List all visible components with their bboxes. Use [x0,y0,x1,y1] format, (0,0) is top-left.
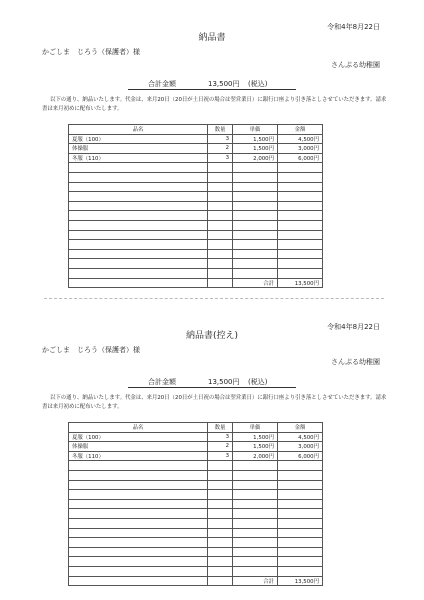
item-name: 体操服 [69,144,208,154]
item-qty: 2 [208,442,233,452]
table-row [69,182,323,192]
total-label: 合計金額 [148,378,176,386]
table-row [69,557,323,567]
column-header: 金額 [278,423,323,433]
empty-cell [233,557,278,567]
empty-cell [278,499,323,509]
table-row [69,480,323,490]
item-name: 冬服（110） [69,451,208,461]
table-row [69,249,323,259]
empty-cell [69,499,208,509]
payment-notice: 以下の通り、納品いたします。代金は、来月20日（20日が土日祝の場合は翌営業日）に銀行口座より引き落としさせていただきます。請求書は来月初めに配布いたします。 [42,395,387,410]
empty-cell [278,163,323,173]
empty-cell [278,192,323,202]
empty-cell [208,192,233,202]
empty-cell [208,259,233,269]
empty-cell [208,509,233,519]
item-name: 冬服（110） [69,153,208,163]
item-price: 1,500円 [233,134,278,144]
empty-cell [69,518,208,528]
table-row [69,538,323,548]
empty-cell [69,201,208,211]
empty-cell [278,268,323,278]
empty-cell [69,163,208,173]
total-value: 13,500円 [208,378,240,386]
empty-cell [278,518,323,528]
empty-cell [233,490,278,500]
table-row [69,163,323,173]
issue-date: 令和4年8月22日 [327,323,380,331]
sum-label: 合計 [233,278,278,288]
table-row [69,461,323,471]
issue-date: 令和4年8月22日 [327,23,380,31]
empty-cell [69,490,208,500]
empty-cell [208,547,233,557]
empty-cell [69,480,208,490]
table-row [69,509,323,519]
empty-cell [208,518,233,528]
table-row [69,192,323,202]
table-row [69,268,323,278]
empty-cell [208,557,233,567]
total-tax-note: (税込) [248,378,268,386]
empty-cell [208,220,233,230]
empty-cell [278,172,323,182]
issuer-name: さんぷる幼稚園 [331,61,380,69]
total-amount-box [128,78,296,90]
sum-value: 13,500円 [278,576,323,586]
empty-cell [208,480,233,490]
total-amount-box [128,376,296,388]
empty-cell [278,538,323,548]
table-row [69,451,323,461]
total-label: 合計金額 [148,80,176,88]
sum-row [69,278,323,288]
column-header: 単価 [233,423,278,433]
empty-cell [208,163,233,173]
item-name: 夏服（100） [69,432,208,442]
empty-cell [278,182,323,192]
empty-cell [208,172,233,182]
table-row [69,211,323,221]
table-row [69,259,323,269]
empty-cell [208,230,233,240]
empty-cell [69,547,208,557]
item-price: 2,000円 [233,153,278,163]
table-row [69,566,323,576]
empty-cell [278,490,323,500]
empty-cell [69,230,208,240]
empty-cell [278,220,323,230]
issuer-name: さんぷる幼稚園 [331,358,380,366]
table-row [69,432,323,442]
empty-cell [208,240,233,250]
empty-cell [208,528,233,538]
table-row [69,220,323,230]
items-table [68,124,323,288]
table-header-row [69,423,323,433]
empty-cell [278,566,323,576]
item-name: 夏服（100） [69,134,208,144]
table-row [69,518,323,528]
empty-cell [69,576,208,586]
item-amount: 4,500円 [278,134,323,144]
empty-cell [69,557,208,567]
empty-cell [69,509,208,519]
item-qty: 3 [208,432,233,442]
total-value: 13,500円 [208,80,240,88]
empty-cell [233,470,278,480]
column-header: 品名 [69,125,208,135]
item-price: 1,500円 [233,432,278,442]
item-amount: 3,000円 [278,144,323,154]
empty-cell [233,566,278,576]
empty-cell [233,220,278,230]
table-row [69,134,323,144]
empty-cell [278,528,323,538]
table-row [69,499,323,509]
empty-cell [233,547,278,557]
empty-cell [69,172,208,182]
empty-cell [233,201,278,211]
items-table [68,422,323,586]
empty-cell [233,172,278,182]
empty-cell [208,201,233,211]
empty-cell [208,538,233,548]
column-header: 数量 [208,125,233,135]
empty-cell [278,509,323,519]
empty-cell [208,182,233,192]
item-qty: 3 [208,153,233,163]
customer-name: かごしま じろう（保護者）様 [42,346,140,354]
table-header-row [69,125,323,135]
item-qty: 3 [208,451,233,461]
empty-cell [208,470,233,480]
item-amount: 6,000円 [278,451,323,461]
table-row [69,144,323,154]
empty-cell [278,230,323,240]
empty-cell [69,249,208,259]
column-header: 数量 [208,423,233,433]
empty-cell [278,249,323,259]
empty-cell [278,259,323,269]
table-row [69,470,323,480]
empty-cell [208,249,233,259]
empty-cell [233,240,278,250]
document-title: 納品書(控え) [185,331,239,341]
table-row [69,230,323,240]
document-title: 納品書 [198,33,226,43]
empty-cell [233,461,278,471]
table-row [69,547,323,557]
item-amount: 3,000円 [278,442,323,452]
item-price: 1,500円 [233,144,278,154]
cut-line [44,298,384,299]
empty-cell [278,211,323,221]
item-price: 1,500円 [233,442,278,452]
empty-cell [208,566,233,576]
empty-cell [278,470,323,480]
table-row [69,442,323,452]
item-amount: 6,000円 [278,153,323,163]
sum-row [69,576,323,586]
table-row [69,528,323,538]
empty-cell [69,278,208,288]
empty-cell [233,538,278,548]
empty-cell [233,518,278,528]
empty-cell [208,211,233,221]
empty-cell [208,499,233,509]
empty-cell [69,461,208,471]
empty-cell [69,259,208,269]
empty-cell [69,220,208,230]
empty-cell [278,480,323,490]
empty-cell [278,557,323,567]
empty-cell [69,211,208,221]
item-name: 体操服 [69,442,208,452]
total-tax-note: (税込) [248,80,268,88]
item-price: 2,000円 [233,451,278,461]
empty-cell [233,268,278,278]
empty-cell [69,566,208,576]
empty-cell [208,278,233,288]
empty-cell [69,182,208,192]
empty-cell [278,547,323,557]
empty-cell [233,259,278,269]
sum-value: 13,500円 [278,278,323,288]
empty-cell [233,509,278,519]
empty-cell [69,240,208,250]
item-qty: 3 [208,134,233,144]
payment-notice: 以下の通り、納品いたします。代金は、来月20日（20日が土日祝の場合は翌営業日）に銀行口座より引き落としさせていただきます。請求書は来月初めに配布いたします。 [42,97,387,112]
empty-cell [69,192,208,202]
empty-cell [208,490,233,500]
empty-cell [233,230,278,240]
empty-cell [233,499,278,509]
empty-cell [69,268,208,278]
sum-label: 合計 [233,576,278,586]
column-header: 金額 [278,125,323,135]
empty-cell [208,461,233,471]
empty-cell [233,480,278,490]
column-header: 単価 [233,125,278,135]
empty-cell [278,201,323,211]
customer-name: かごしま じろう（保護者）様 [42,48,140,56]
table-row [69,240,323,250]
empty-cell [278,461,323,471]
item-amount: 4,500円 [278,432,323,442]
table-row [69,490,323,500]
table-row [69,153,323,163]
empty-cell [69,470,208,480]
empty-cell [233,249,278,259]
empty-cell [233,528,278,538]
table-row [69,172,323,182]
empty-cell [233,163,278,173]
column-header: 品名 [69,423,208,433]
empty-cell [233,182,278,192]
empty-cell [233,192,278,202]
empty-cell [69,538,208,548]
empty-cell [233,211,278,221]
empty-cell [208,268,233,278]
empty-cell [278,240,323,250]
table-row [69,201,323,211]
item-qty: 2 [208,144,233,154]
empty-cell [69,528,208,538]
empty-cell [208,576,233,586]
